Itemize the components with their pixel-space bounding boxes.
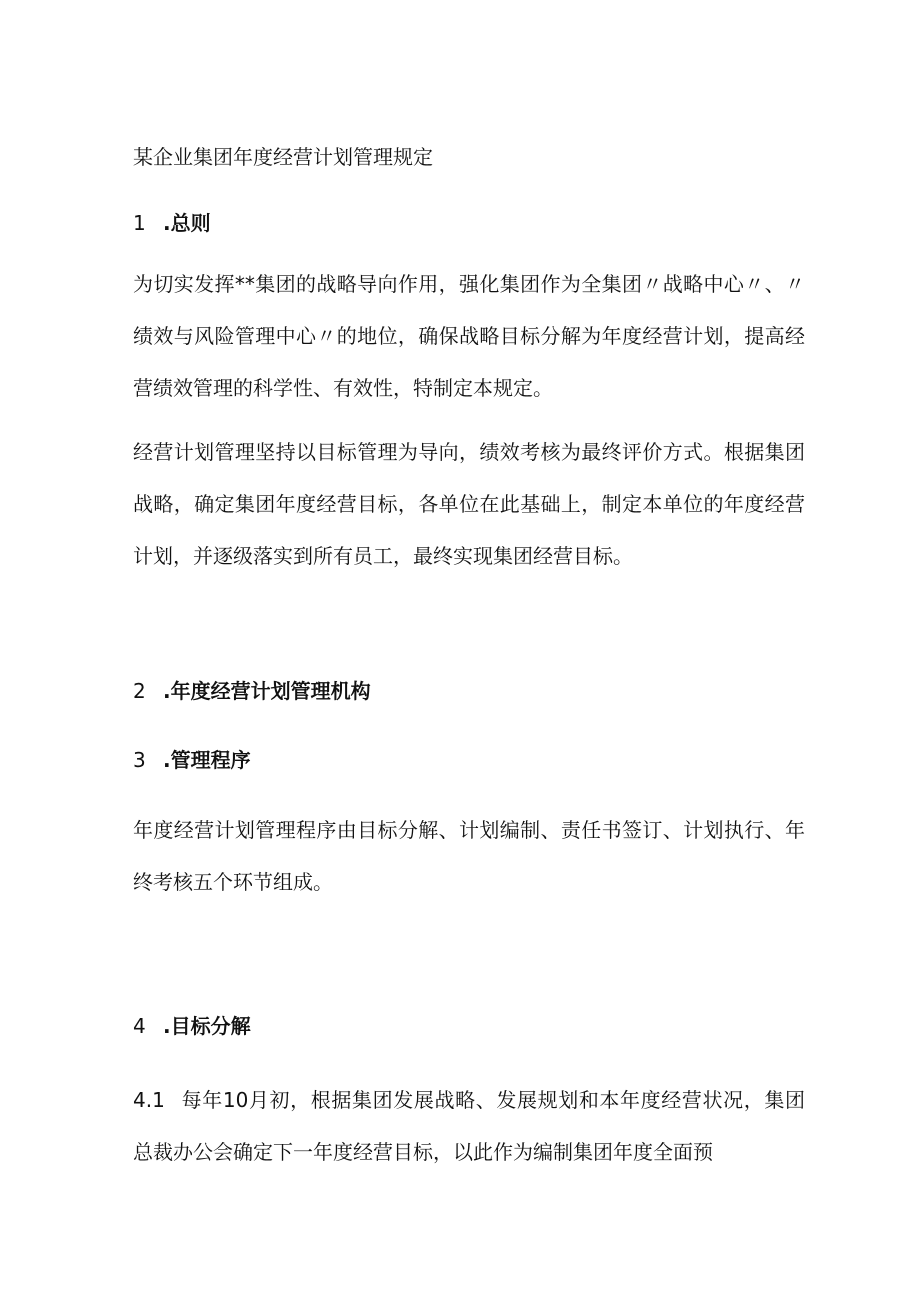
section-heading-text: .年度经营计划管理机构 (163, 679, 371, 703)
section-heading-text: .总则 (163, 211, 211, 235)
section-heading-2 (133, 679, 805, 703)
subsection-text: 每年10月初，根据集团发展战略、发展规划和本年度经营状况，集团总裁办公会确定下一年度经营目标，以此作为编制集团年度全面预 (133, 1088, 805, 1164)
section-number: 3 (133, 748, 146, 772)
section-heading-3 (133, 748, 805, 772)
section-heading-text: .管理程序 (163, 748, 251, 772)
document-title: 某企业集团年度经营计划管理规定 (133, 145, 433, 169)
subsection-number: 4.1 (133, 1088, 165, 1112)
section-heading-text: .目标分解 (163, 1014, 251, 1038)
subsection-paragraph (133, 1074, 805, 1178)
paragraph: 经营计划管理坚持以目标管理为导向，绩效考核为最终评价方式。根据集团战略，确定集团年度经营目标，各单位在此基础上，制定本单位的年度经营计划，并逐级落实到所有员工，最终实现集团经营目标。 (133, 440, 805, 568)
section-number: 1 (133, 211, 146, 235)
section-heading-1 (133, 211, 805, 235)
section-number: 2 (133, 679, 146, 703)
paragraph: 为切实发挥**集团的战略导向作用，强化集团作为全集团〃战略中心〃、〃绩效与风险管理中心〃的地位，确保战略目标分解为年度经营计划，提高经营绩效管理的科学性、有效性，特制定本规定。 (133, 272, 805, 400)
paragraph: 年度经营计划管理程序由目标分解、计划编制、责任书签订、计划执行、年终考核五个环节组成。 (133, 818, 805, 894)
section-heading-4 (133, 1014, 805, 1038)
section-number: 4 (133, 1014, 146, 1038)
